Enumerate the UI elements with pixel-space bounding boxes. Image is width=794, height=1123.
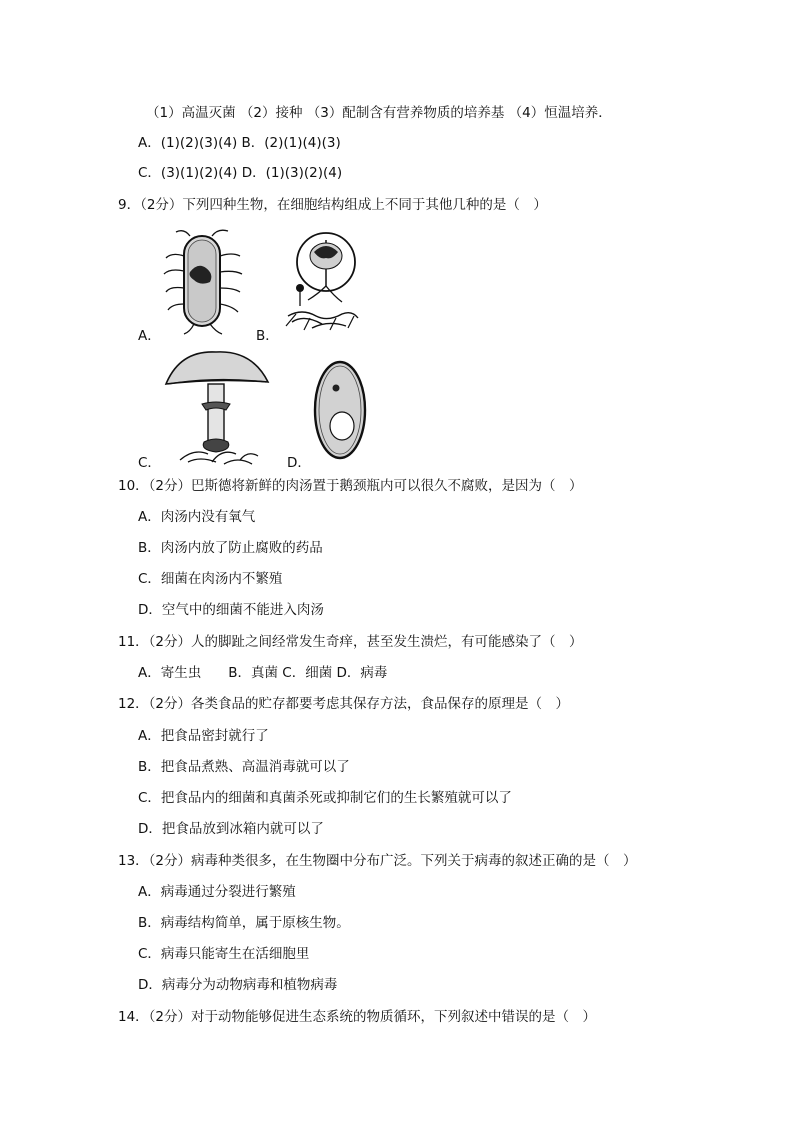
q13-option-d: D．病毒分为动物病毒和植物病毒 [138,977,338,993]
q10-option-a: A．肉汤内没有氧气 [138,509,256,525]
yeast-cell-figure [312,358,368,462]
q10-stem: 10．（2分）巴斯德将新鲜的肉汤置于鹅颈瓶内可以很久不腐败，是因为（ ） [118,478,583,494]
q12-option-c: C．把食品内的细菌和真菌杀死或抑制它们的生长繁殖就可以了 [138,790,512,806]
q9-stem: 9．（2分）下列四种生物，在细胞结构组成上不同于其他几种的是（ ） [118,197,547,213]
q13-stem: 13．（2分）病毒种类很多，在生物圈中分布广泛。下列关于病毒的叙述正确的是（ ） [118,853,637,869]
q10-option-c: C．细菌在肉汤内不繁殖 [138,571,283,587]
q8-options-row-1: A．(1)(2)(3)(4) B．(2)(1)(4)(3) [138,135,341,151]
q8-steps: （1）高温灭菌 （2）接种 （3）配制含有营养物质的培养基 （4）恒温培养． [146,105,612,121]
q9-label-d: D． [287,455,311,471]
q10-option-d: D．空气中的细菌不能进入肉汤 [138,602,324,618]
q11-options: A．寄生虫 B．真菌 C．细菌 D．病毒 [138,665,388,681]
q14-stem: 14．（2分）对于动物能够促进生态系统的物质循环，下列叙述中错误的是（ ） [118,1009,597,1025]
q9-label-b: B． [256,328,279,344]
bacterium-figure [160,226,246,336]
q11-stem: 11．（2分）人的脚趾之间经常发生奇痒，甚至发生溃烂，有可能感染了（ ） [118,634,583,650]
q9-label-c: C． [138,455,161,471]
q12-option-a: A．把食品密封就行了 [138,728,269,744]
q13-option-a: A．病毒通过分裂进行繁殖 [138,884,296,900]
q13-option-c: C．病毒只能寄生在活细胞里 [138,946,310,962]
q8-options-row-2: C．(3)(1)(2)(4) D．(1)(3)(2)(4) [138,165,343,181]
mold-figure [282,230,362,335]
q13-option-b: B．病毒结构简单，属于原核生物。 [138,915,350,931]
mushroom-figure [160,348,272,466]
q9-label-a: A． [138,328,161,344]
q12-option-b: B．把食品煮熟、高温消毒就可以了 [138,759,350,775]
q12-option-d: D．把食品放到冰箱内就可以了 [138,821,324,837]
q12-stem: 12．（2分）各类食品的贮存都要考虑其保存方法，食品保存的原理是（ ） [118,696,570,712]
q10-option-b: B．肉汤内放了防止腐败的药品 [138,540,323,556]
